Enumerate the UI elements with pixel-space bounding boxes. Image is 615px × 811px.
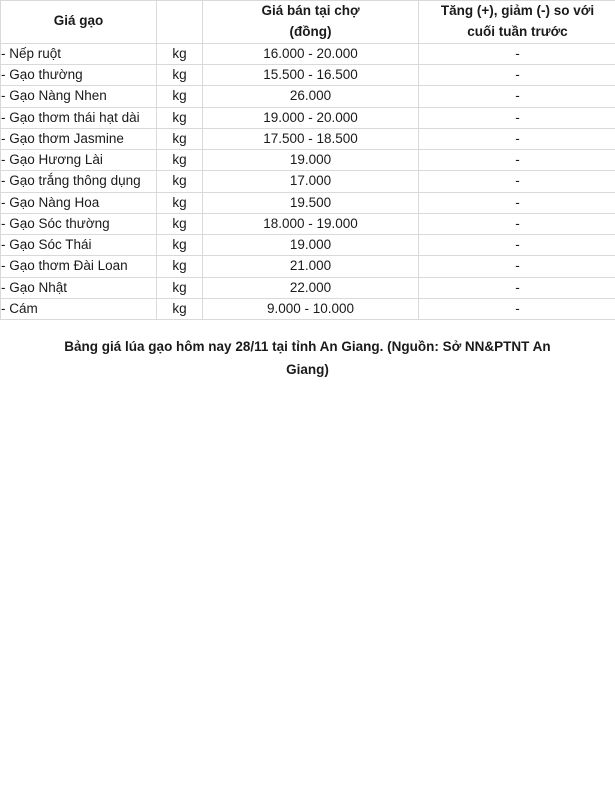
cell-unit: kg xyxy=(157,43,203,64)
cell-rice-name: - Cám xyxy=(1,298,157,319)
cell-change: - xyxy=(419,86,615,107)
table-row xyxy=(1,192,615,213)
table-header xyxy=(1,1,615,44)
cell-unit: kg xyxy=(157,235,203,256)
cell-change: - xyxy=(419,277,615,298)
table-row xyxy=(1,86,615,107)
cell-price: 26.000 xyxy=(203,86,419,107)
cell-rice-name: - Nếp ruột xyxy=(1,43,157,64)
cell-price: 19.000 - 20.000 xyxy=(203,107,419,128)
cell-rice-name: - Gạo Sóc Thái xyxy=(1,235,157,256)
cell-price: 9.000 - 10.000 xyxy=(203,298,419,319)
rice-price-document xyxy=(0,0,615,392)
cell-unit: kg xyxy=(157,171,203,192)
cell-price: 17.000 xyxy=(203,171,419,192)
cell-rice-name: - Gạo thường xyxy=(1,65,157,86)
cell-change: - xyxy=(419,43,615,64)
table-row xyxy=(1,107,615,128)
cell-change: - xyxy=(419,256,615,277)
table-row xyxy=(1,213,615,234)
cell-change: - xyxy=(419,171,615,192)
table-row xyxy=(1,65,615,86)
table-row xyxy=(1,43,615,64)
header-change-line2: cuối tuần trước xyxy=(467,23,568,39)
cell-price: 22.000 xyxy=(203,277,419,298)
header-market-price xyxy=(203,1,419,44)
table-row xyxy=(1,277,615,298)
rice-price-table xyxy=(0,0,615,320)
cell-unit: kg xyxy=(157,65,203,86)
cell-unit: kg xyxy=(157,128,203,149)
cell-unit: kg xyxy=(157,213,203,234)
cell-rice-name: - Gạo Nàng Nhen xyxy=(1,86,157,107)
cell-price: 17.500 - 18.500 xyxy=(203,128,419,149)
cell-rice-name: - Gạo thơm thái hạt dài xyxy=(1,107,157,128)
cell-rice-name: - Gạo Sóc thường xyxy=(1,213,157,234)
header-market-price-line1: Giá bán tại chợ xyxy=(261,3,360,18)
cell-unit: kg xyxy=(157,192,203,213)
table-row xyxy=(1,298,615,319)
table-row xyxy=(1,256,615,277)
cell-unit: kg xyxy=(157,107,203,128)
cell-price: 19.500 xyxy=(203,192,419,213)
header-unit xyxy=(157,1,203,44)
table-body xyxy=(1,43,615,319)
cell-unit: kg xyxy=(157,86,203,107)
cell-rice-name: - Gạo Nàng Hoa xyxy=(1,192,157,213)
cell-rice-name: - Gạo thơm Jasmine xyxy=(1,128,157,149)
cell-unit: kg xyxy=(157,150,203,171)
cell-rice-name: - Gạo thơm Đài Loan xyxy=(1,256,157,277)
cell-unit: kg xyxy=(157,277,203,298)
table-row xyxy=(1,235,615,256)
header-rice-name: Giá gạo xyxy=(1,1,157,44)
table-caption: Bảng giá lúa gạo hôm nay 28/11 tại tỉnh An Giang. (Nguồn: Sở NN&PTNT An Giang) xyxy=(64,339,551,378)
cell-change: - xyxy=(419,213,615,234)
table-header-row xyxy=(1,1,615,44)
header-change xyxy=(419,1,615,44)
table-row xyxy=(1,128,615,149)
cell-unit: kg xyxy=(157,256,203,277)
cell-rice-name: - Gạo Nhật xyxy=(1,277,157,298)
cell-unit: kg xyxy=(157,298,203,319)
cell-price: 18.000 - 19.000 xyxy=(203,213,419,234)
cell-rice-name: - Gạo Hương Lài xyxy=(1,150,157,171)
cell-change: - xyxy=(419,192,615,213)
cell-change: - xyxy=(419,65,615,86)
cell-change: - xyxy=(419,298,615,319)
table-row xyxy=(1,150,615,171)
cell-change: - xyxy=(419,107,615,128)
cell-price: 19.000 xyxy=(203,150,419,171)
cell-price: 21.000 xyxy=(203,256,419,277)
header-change-line1: Tăng (+), giảm (-) so với xyxy=(440,3,595,18)
cell-change: - xyxy=(419,235,615,256)
cell-change: - xyxy=(419,150,615,171)
table-row xyxy=(1,171,615,192)
cell-change: - xyxy=(419,128,615,149)
cell-price: 16.000 - 20.000 xyxy=(203,43,419,64)
header-market-price-line2: (đồng) xyxy=(289,23,332,39)
cell-price: 15.500 - 16.500 xyxy=(203,65,419,86)
cell-rice-name: - Gạo trắng thông dụng xyxy=(1,171,157,192)
cell-price: 19.000 xyxy=(203,235,419,256)
